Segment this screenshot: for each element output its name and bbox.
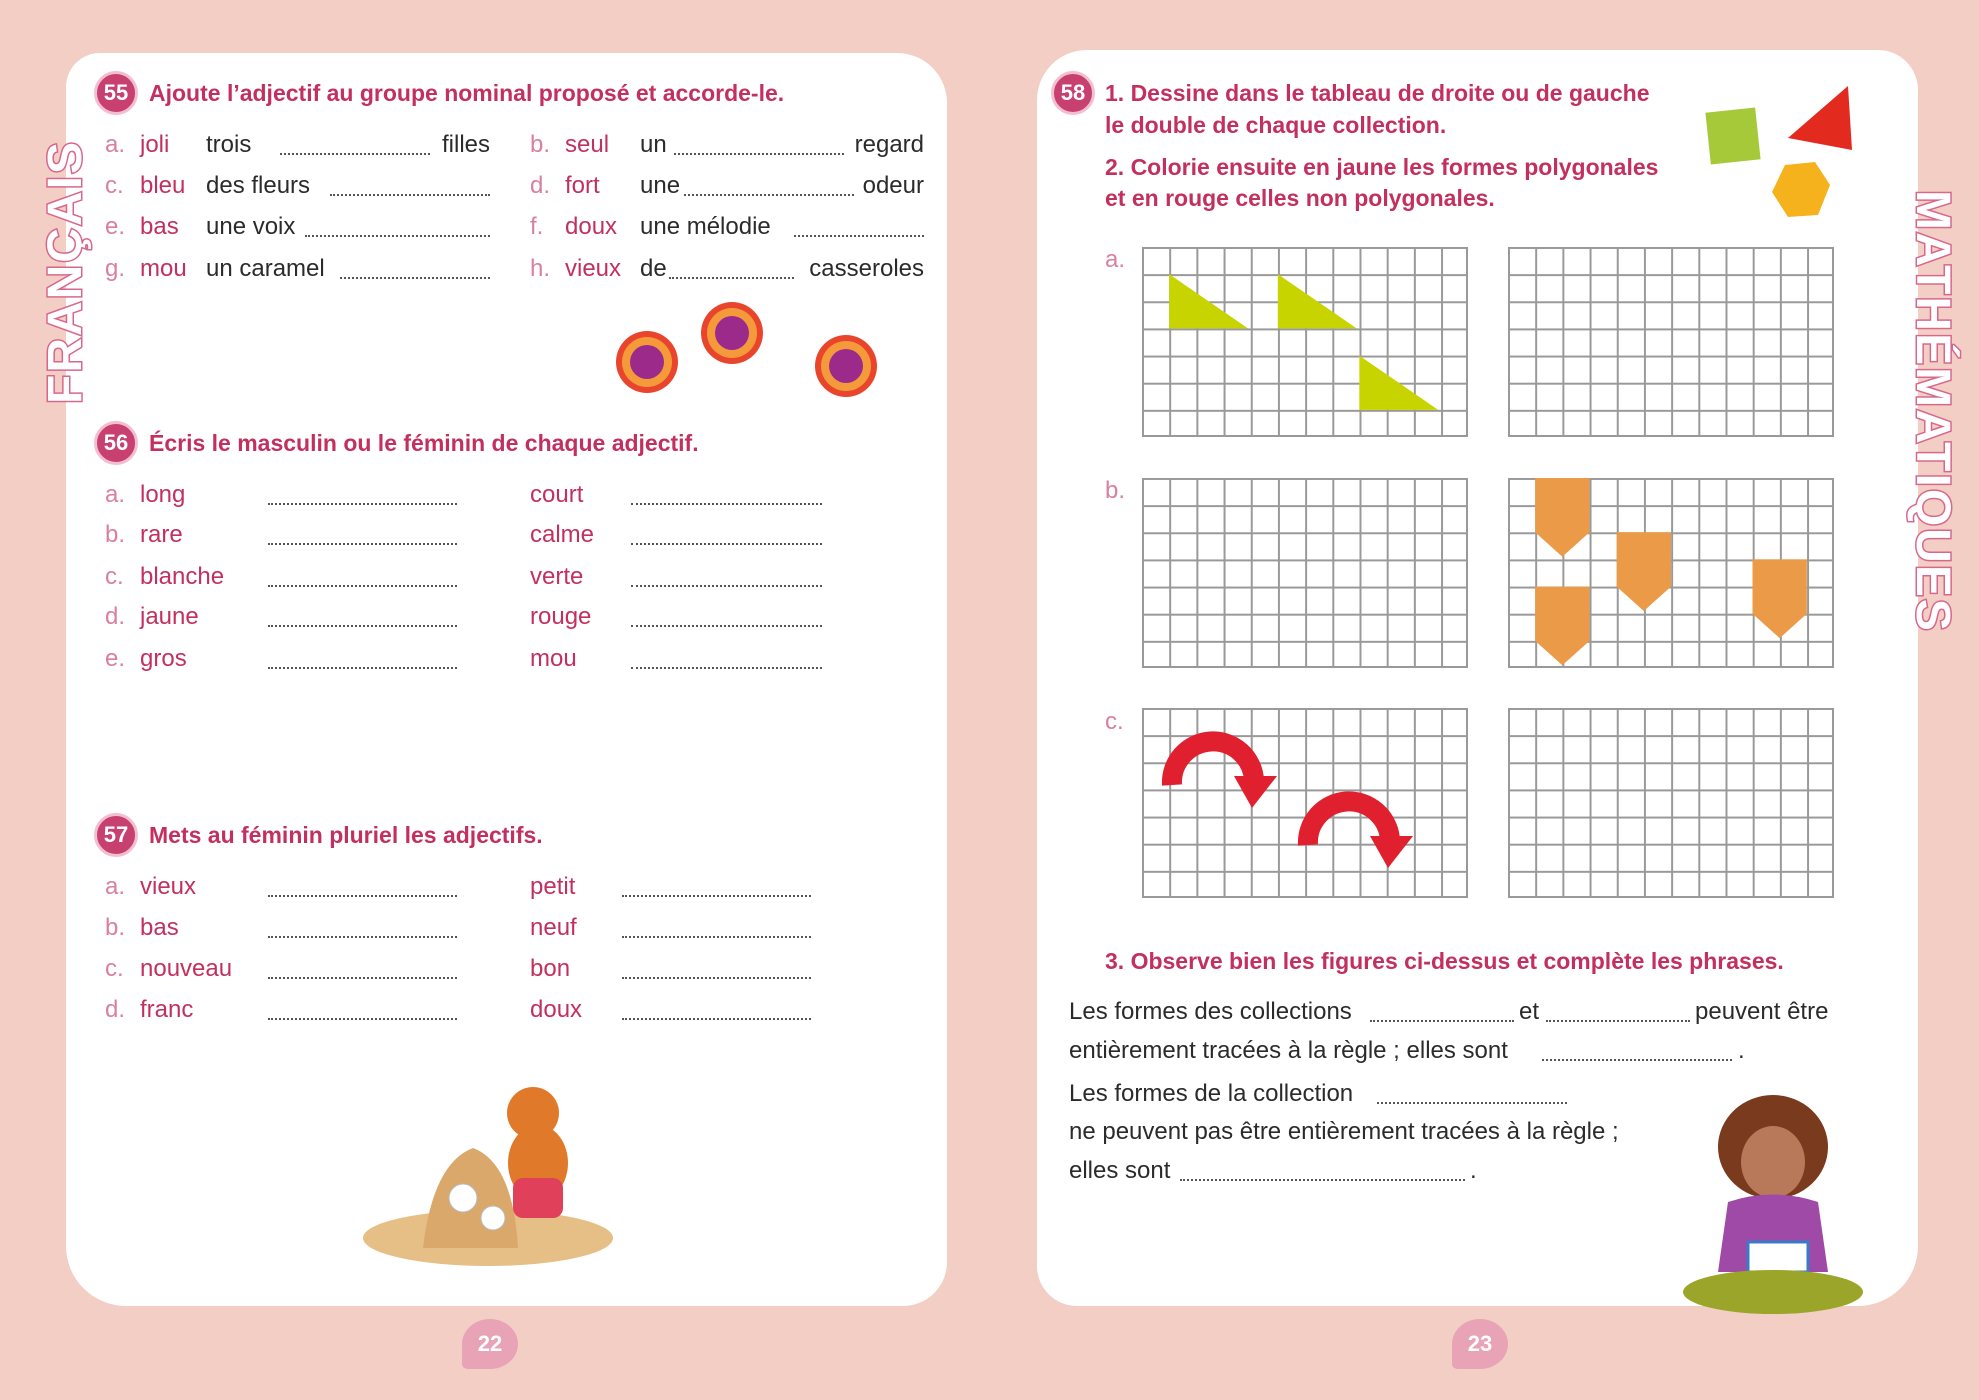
item-letter: a.: [105, 481, 126, 508]
item-phrase-after: regard: [854, 131, 924, 158]
item-adjective: neuf: [530, 914, 577, 941]
step2-line1: 2. Colorie ensuite en jaune les formes polygonales: [1105, 154, 1659, 180]
hexagon-character-icon: [1772, 162, 1830, 217]
beaver-sandcastle-illustration: [353, 1073, 623, 1273]
item-phrase-before: un caramel: [206, 255, 325, 282]
item-phrase-before: des fleurs: [206, 172, 311, 199]
answer-blank[interactable]: [622, 895, 811, 897]
answer-blank[interactable]: [268, 625, 457, 627]
item-adjective: fort: [565, 172, 600, 199]
step3-instruction: 3. Observe bien les figures ci-dessus et complète les phrases.: [1105, 948, 1784, 974]
page-number-23: 23: [1452, 1319, 1508, 1369]
answer-blank[interactable]: [622, 1018, 811, 1020]
item-phrase-before: une: [640, 172, 681, 199]
item-letter: g.: [105, 255, 126, 282]
item-letter: b.: [105, 521, 126, 548]
triangle-character-icon: [1788, 86, 1852, 150]
curved-arrow-shape: [1308, 801, 1413, 868]
exercise-57-instruction: Mets au féminin pluriel les adjectifs.: [149, 822, 543, 848]
page-number-22: 22: [462, 1319, 518, 1369]
curved-arrow-shape: [1172, 741, 1277, 808]
item-letter: b.: [530, 131, 551, 158]
answer-blank[interactable]: [684, 194, 854, 196]
sentence-2: entièrement tracées à la règle ; elles sont: [1069, 1037, 1508, 1064]
exercise-56-badge: 56: [94, 421, 138, 465]
shape-characters-illustration: [1700, 80, 1860, 230]
item-phrase-before: un: [640, 131, 667, 158]
grid-a-answer[interactable]: [1508, 247, 1834, 437]
item-adjective: franc: [140, 996, 194, 1023]
item-adjective: mou: [530, 645, 577, 672]
item-adjective: nouveau: [140, 955, 233, 982]
item-letter: b.: [105, 914, 126, 941]
grid-a-model: [1142, 247, 1468, 437]
item-letter: d.: [530, 172, 551, 199]
exercise-55-badge: 55: [94, 71, 138, 115]
item-adjective: bas: [140, 213, 179, 240]
answer-blank[interactable]: [330, 194, 490, 196]
triangle-shape: [1278, 274, 1357, 328]
period: .: [1470, 1157, 1477, 1184]
answer-blank[interactable]: [674, 153, 844, 155]
sentence-3: Les formes de la collection: [1069, 1080, 1354, 1107]
item-phrase-after: filles: [441, 131, 490, 158]
item-adjective: calme: [530, 521, 595, 548]
grid-label-c: c.: [1105, 708, 1124, 735]
item-adjective: blanche: [140, 563, 225, 590]
answer-blank[interactable]: [669, 277, 794, 279]
pentagon-shape: [1535, 478, 1589, 557]
answer-blank[interactable]: [1546, 1020, 1690, 1022]
answer-blank[interactable]: [268, 667, 457, 669]
exercise-57-badge: 57: [94, 813, 138, 857]
answer-blank[interactable]: [631, 667, 822, 669]
item-letter: c.: [105, 955, 124, 982]
item-letter: c.: [105, 172, 124, 199]
exercise-58-badge: 58: [1051, 71, 1095, 115]
sentence-1b: et: [1519, 998, 1540, 1025]
item-adjective: rare: [140, 521, 183, 548]
exercise-56-instruction: Écris le masculin ou le féminin de chaque adjectif.: [149, 430, 699, 456]
subject-label-mathematiques: MATHÉMATIQUES: [1906, 190, 1959, 633]
answer-blank[interactable]: [305, 235, 490, 237]
answer-blank[interactable]: [1542, 1059, 1732, 1061]
answer-blank[interactable]: [268, 895, 457, 897]
item-letter: h.: [530, 255, 551, 282]
item-adjective: verte: [530, 563, 584, 590]
item-phrase-before: trois: [206, 131, 252, 158]
square-character-icon: [1705, 108, 1760, 165]
answer-blank[interactable]: [268, 977, 457, 979]
item-letter: d.: [105, 996, 126, 1023]
subject-label-francais: FRANÇAIS: [39, 140, 92, 404]
answer-blank[interactable]: [280, 153, 430, 155]
item-adjective: seul: [565, 131, 610, 158]
answer-blank[interactable]: [622, 977, 811, 979]
grid-label-b: b.: [1105, 477, 1126, 504]
item-adjective: court: [530, 481, 584, 508]
item-adjective: jaune: [140, 603, 199, 630]
grid-c-model: [1142, 708, 1468, 898]
answer-blank[interactable]: [631, 625, 822, 627]
sentence-1a: Les formes des collections: [1069, 998, 1352, 1025]
step1-line2: le double de chaque collection.: [1105, 112, 1447, 138]
item-phrase-before: une mélodie: [640, 213, 771, 240]
answer-blank[interactable]: [268, 1018, 457, 1020]
grid-b-answer[interactable]: [1142, 478, 1468, 668]
pentagon-shape: [1535, 587, 1589, 666]
answer-blank[interactable]: [631, 585, 822, 587]
item-letter: e.: [105, 213, 126, 240]
girl-drawing-illustration: [1678, 1092, 1873, 1322]
item-letter: c.: [105, 563, 124, 590]
item-letter: e.: [105, 645, 126, 672]
item-letter: f.: [530, 213, 544, 240]
grid-b-model: [1508, 478, 1834, 668]
item-adjective: joli: [140, 131, 170, 158]
flower-icon: [701, 302, 763, 364]
answer-blank[interactable]: [268, 543, 457, 545]
step1-line1: 1. Dessine dans le tableau de droite ou de gauche: [1105, 80, 1650, 106]
item-letter: d.: [105, 603, 126, 630]
item-adjective: vieux: [565, 255, 622, 282]
answer-blank[interactable]: [1377, 1102, 1567, 1104]
sentence-5: elles sont: [1069, 1157, 1171, 1184]
item-phrase-after: casseroles: [809, 255, 924, 282]
item-adjective: vieux: [140, 873, 197, 900]
answer-blank[interactable]: [340, 277, 490, 279]
answer-blank[interactable]: [1370, 1020, 1514, 1022]
answer-blank[interactable]: [631, 503, 822, 505]
item-phrase-before: une voix: [206, 213, 296, 240]
item-adjective: rouge: [530, 603, 592, 630]
item-adjective: gros: [140, 645, 187, 672]
item-adjective: long: [140, 481, 186, 508]
item-adjective: bon: [530, 955, 571, 982]
step2-line2: et en rouge celles non polygonales.: [1105, 185, 1495, 211]
item-phrase-before: de: [640, 255, 667, 282]
sentence-1c: peuvent être: [1695, 998, 1829, 1025]
triangle-shape: [1359, 356, 1438, 410]
exercise-55-instruction: Ajoute l’adjectif au groupe nominal proposé et accorde-le.: [149, 80, 785, 106]
grid-label-a: a.: [1105, 246, 1126, 273]
flower-icon: [616, 331, 678, 393]
item-adjective: doux: [530, 996, 583, 1023]
triangle-shape: [1169, 274, 1248, 328]
item-adjective: mou: [140, 255, 187, 282]
pentagon-shape: [1617, 532, 1671, 611]
item-adjective: doux: [565, 213, 618, 240]
flower-icon: [815, 335, 877, 397]
period: .: [1738, 1037, 1745, 1064]
item-letter: a.: [105, 873, 126, 900]
pentagon-shape: [1753, 559, 1807, 638]
answer-blank[interactable]: [268, 503, 457, 505]
grid-c-answer[interactable]: [1508, 708, 1834, 898]
item-adjective: bleu: [140, 172, 186, 199]
answer-blank[interactable]: [631, 543, 822, 545]
item-phrase-after: odeur: [862, 172, 924, 199]
item-letter: a.: [105, 131, 126, 158]
item-adjective: bas: [140, 914, 179, 941]
answer-blank[interactable]: [622, 936, 811, 938]
answer-blank[interactable]: [794, 235, 924, 237]
item-adjective: petit: [530, 873, 576, 900]
flowers-illustration: [600, 290, 900, 420]
answer-blank[interactable]: [268, 936, 457, 938]
answer-blank[interactable]: [1180, 1179, 1465, 1181]
answer-blank[interactable]: [268, 585, 457, 587]
sentence-4: ne peuvent pas être entièrement tracées à la règle ;: [1069, 1118, 1619, 1145]
